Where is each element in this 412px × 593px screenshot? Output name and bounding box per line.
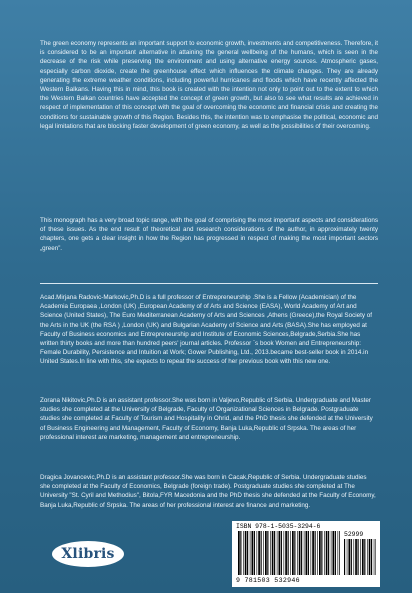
barcode-bar: [284, 531, 285, 575]
barcode-bar: [333, 531, 335, 575]
description-paragraph-1: The green economy represents an important support to economic growth, investments and competitiveness. Therefore, it is considered to be an important alternative in attaining the general wellbeing of the humans, which is seen in the decrease of the risk while preserving the environment and using alternative energy sources. Atmospheric gases, especially carbon dioxide, create the greenhouse effect which influences the climate changes. They are already generating the extreme weather conditions, including powerful hurricanes and floods which have recently affected the Western Balkans. Having this in mind, this book is created with the intention not only to point out to the extent to which the Western Balkan countries have accepted the concept of green growth, but also to see what results are achieved in respect of implementation of this concept with the goal of overcoming the economic and financial crisis and creating the conditions for sustainable growth of this Region. Besides this, the intention was to emphasise the political, economic and legal limitations that are blocking faster development of green economy, as well as the possibilities of their overcoming.: [40, 40, 378, 130]
barcode-bar: [263, 531, 264, 575]
barcode-bar: [311, 531, 312, 575]
barcode-bar: [247, 531, 248, 575]
barcode-bar: [369, 539, 371, 575]
barcode-bar: [338, 531, 339, 575]
publisher-logo-text: Xlibris: [61, 546, 115, 562]
barcode-bar: [301, 531, 302, 575]
barcode-bar: [374, 539, 375, 575]
barcode-bar: [367, 539, 368, 575]
barcode-bar: [355, 539, 357, 575]
barcode-bar: [294, 531, 295, 575]
barcode-bar: [362, 539, 364, 575]
barcode-bar: [281, 531, 282, 575]
barcode-bar: [315, 531, 316, 575]
barcode-bar: [347, 539, 348, 575]
barcode-bar: [358, 539, 359, 575]
barcode-bar: [351, 539, 352, 575]
barcode-bar: [257, 531, 258, 575]
barcode-bar: [279, 531, 281, 575]
price-code: 52999: [344, 531, 364, 538]
barcode-bar: [308, 531, 309, 575]
barcode-bar: [243, 531, 244, 575]
isbn-barcode: [238, 531, 340, 575]
isbn-label: ISBN 978-1-5035-3294-6: [236, 523, 321, 530]
barcode-panel: [232, 521, 380, 587]
barcode-bar: [297, 531, 298, 575]
barcode-bar: [344, 539, 345, 575]
description-paragraph-2: This monograph has a very broad topic range, with the goal of comprising the most important aspects and considerations of these issues. As the end result of theoretical and research considerations of the author, in approximately twenty chapters, one gets a clear insight in how the Region has progressed in respect of making the most important sectors „green”.: [40, 217, 378, 252]
barcode-bar: [290, 531, 291, 575]
barcode-bar: [319, 531, 321, 575]
author-bio-3: Dragica Jovancevic,Ph.D is an assistant professor.She was born in Cacak,Republic of Serbia. Undergraduate studies she completed at the Faculty of Economics, Belgrade (foreign trade). Postgraduate studies she completed at The University "St. Cyril and Methodius", Bitola,FYR Macedonia and the PhD thesis she defended at the Faculty of Economy, Banja Luka,Republic of Srpska. The areas of her professional interest are finance and marketing.: [40, 474, 376, 509]
barcode-bar: [240, 531, 241, 575]
price-barcode: [344, 539, 376, 575]
barcode-bar: [254, 531, 255, 575]
barcode-bar: [299, 531, 301, 575]
barcode-bar: [364, 539, 365, 575]
barcode-bar: [274, 531, 275, 575]
barcode-bar: [331, 531, 332, 575]
barcode-bar: [328, 531, 329, 575]
barcode-bar: [317, 531, 318, 575]
author-bio-1: Acad.Mirjana Radovic-Markovic,Ph.D is a full professor of Entrepreneurship .She is a Fellow (Academician) of the Academia Europaea ,London (UK) ,European Academy of of Arts and Science (EASA), World Academy of Art and Science (United States), The Euro Mediterranean Academy of Arts and Sciences ,Athens (Greece),the Royal Society of the Arts in the UK (the RSA ) ,London (UK) and Bulgarian Academy of Science and Arts (BASA).She has employed at Faculty of Business economics and Entrepreneurship and Institute of Economic Sciences,Belgrade,Serbia.She has written thirty books and more than hundred peers' journal articles. Professor `s book Women and Entrepreneurship: Female Durability, Persistence and Intuition at Work; Gower Publishing, Ltd., 2013.became best-seller book in 2014.in United States.In line with this, she expects to repeat the success of her previous book with this new one.: [40, 294, 373, 366]
publisher-logo: [52, 541, 124, 567]
barcode-bar: [321, 531, 322, 575]
barcode-bar: [288, 531, 289, 575]
barcode-bar: [348, 539, 350, 575]
barcode-bar: [375, 539, 376, 575]
barcode-bar: [245, 531, 247, 575]
barcode-bar: [304, 531, 305, 575]
barcode-bar: [312, 531, 314, 575]
barcode-bar: [277, 531, 278, 575]
isbn-digits: 9 781503 532946: [236, 577, 300, 584]
barcode-bar: [238, 531, 240, 575]
barcode-bar: [272, 531, 274, 575]
barcode-bar: [252, 531, 254, 575]
barcode-bar: [261, 531, 262, 575]
author-bio-2: Zorana Nikitovic,Ph.D is an assistant professor.She was born in Valjevo,Republic of Serbia. Undergraduate and Master studies she completed at the University of Belgrade, Faculty of Organizational Sciences in Belgrade. Postgraduate studies she completed at Faculty of Tourism and Hospitality in Ohrid, and the PhD thesis she defended at the University of Business Engineering and Management, Faculty of Economy, Banja Luka,Republic of Srpska. The areas of her professional interest are marketing, management and entrepreneurship.: [40, 397, 373, 441]
barcode-bar: [371, 539, 372, 575]
barcode-bar: [258, 531, 260, 575]
barcode-bar: [250, 531, 251, 575]
barcode-bar: [354, 539, 355, 575]
barcode-bar: [267, 531, 268, 575]
barcode-bar: [270, 531, 271, 575]
barcode-bar: [360, 539, 361, 575]
barcode-bar: [339, 531, 340, 575]
barcode-bar: [335, 531, 336, 575]
barcode-bar: [306, 531, 308, 575]
barcode-bar: [326, 531, 328, 575]
barcode-bar: [265, 531, 267, 575]
barcode-bar: [292, 531, 294, 575]
barcode-bar: [285, 531, 287, 575]
barcode-bar: [324, 531, 325, 575]
divider-line: [40, 283, 378, 284]
